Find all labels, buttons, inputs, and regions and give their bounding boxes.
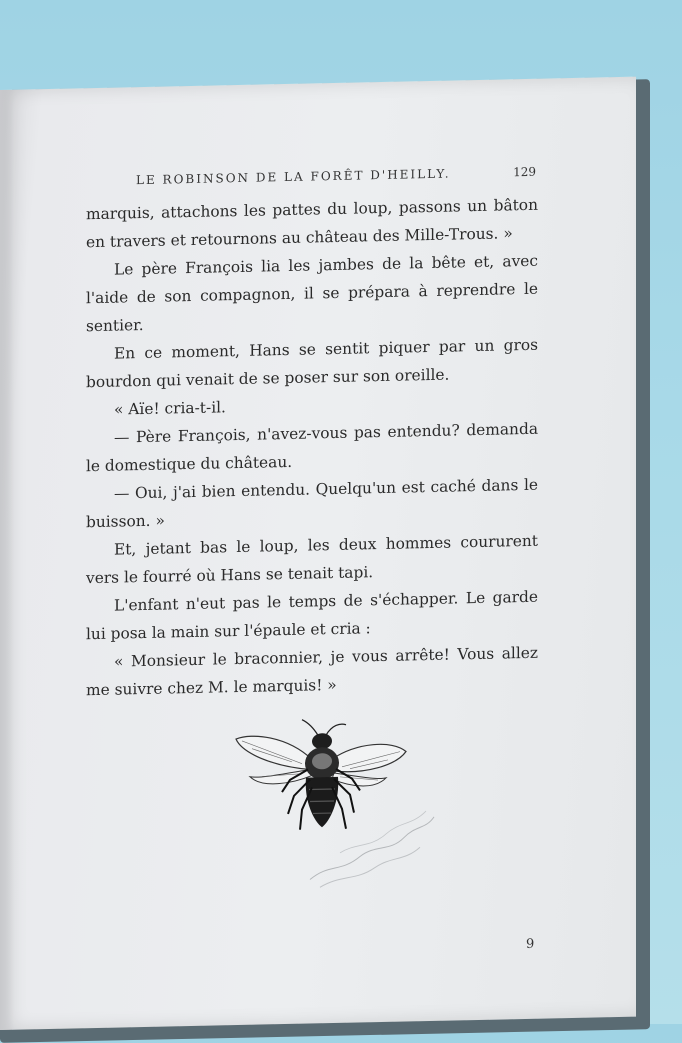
signature-mark: 9 — [526, 936, 535, 952]
faded-stamp-scribble — [300, 781, 440, 894]
running-head-title: LE ROBINSON DE LA FORÊT D'HEILLY. — [136, 166, 451, 188]
running-head — [136, 165, 536, 187]
paragraph: — Père François, n'avez-vous pas entendu? demanda le domestique du château. — [86, 419, 538, 476]
paragraph: Et, jetant bas le loup, les deux hommes coururent vers le fourré où Hans se tenait tapi. — [86, 531, 538, 588]
paragraph: marquis, attachons les pattes du loup, passons un bâton en travers et retournons au château des Mille-Trous. » — [86, 195, 538, 252]
paragraph: « Aïe! cria-t-il. — [114, 398, 226, 419]
paragraph: En ce moment, Hans se sentit piquer par un gros bourdon qui venait de se poser sur son oreille. — [86, 335, 538, 392]
paragraph: Le père François lia les jambes de la bête et, avec l'aide de son compagnon, il se prépara à reprendre le sentier. — [86, 251, 538, 336]
body-text — [86, 191, 538, 704]
paragraph: « Monsieur le braconnier, je vous arrête! Vous allez me suivre chez M. le marquis! » — [86, 643, 538, 700]
page-number: 129 — [513, 164, 536, 180]
faded-stamp — [300, 781, 440, 894]
page-gutter — [0, 90, 14, 1030]
book-page — [0, 77, 636, 1030]
paragraph: L'enfant n'eut pas le temps de s'échapper. Le garde lui posa la main sur l'épaule et cria : — [86, 587, 538, 644]
paragraph: — Oui, j'ai bien entendu. Quelqu'un est caché dans le buisson. » — [86, 475, 538, 532]
